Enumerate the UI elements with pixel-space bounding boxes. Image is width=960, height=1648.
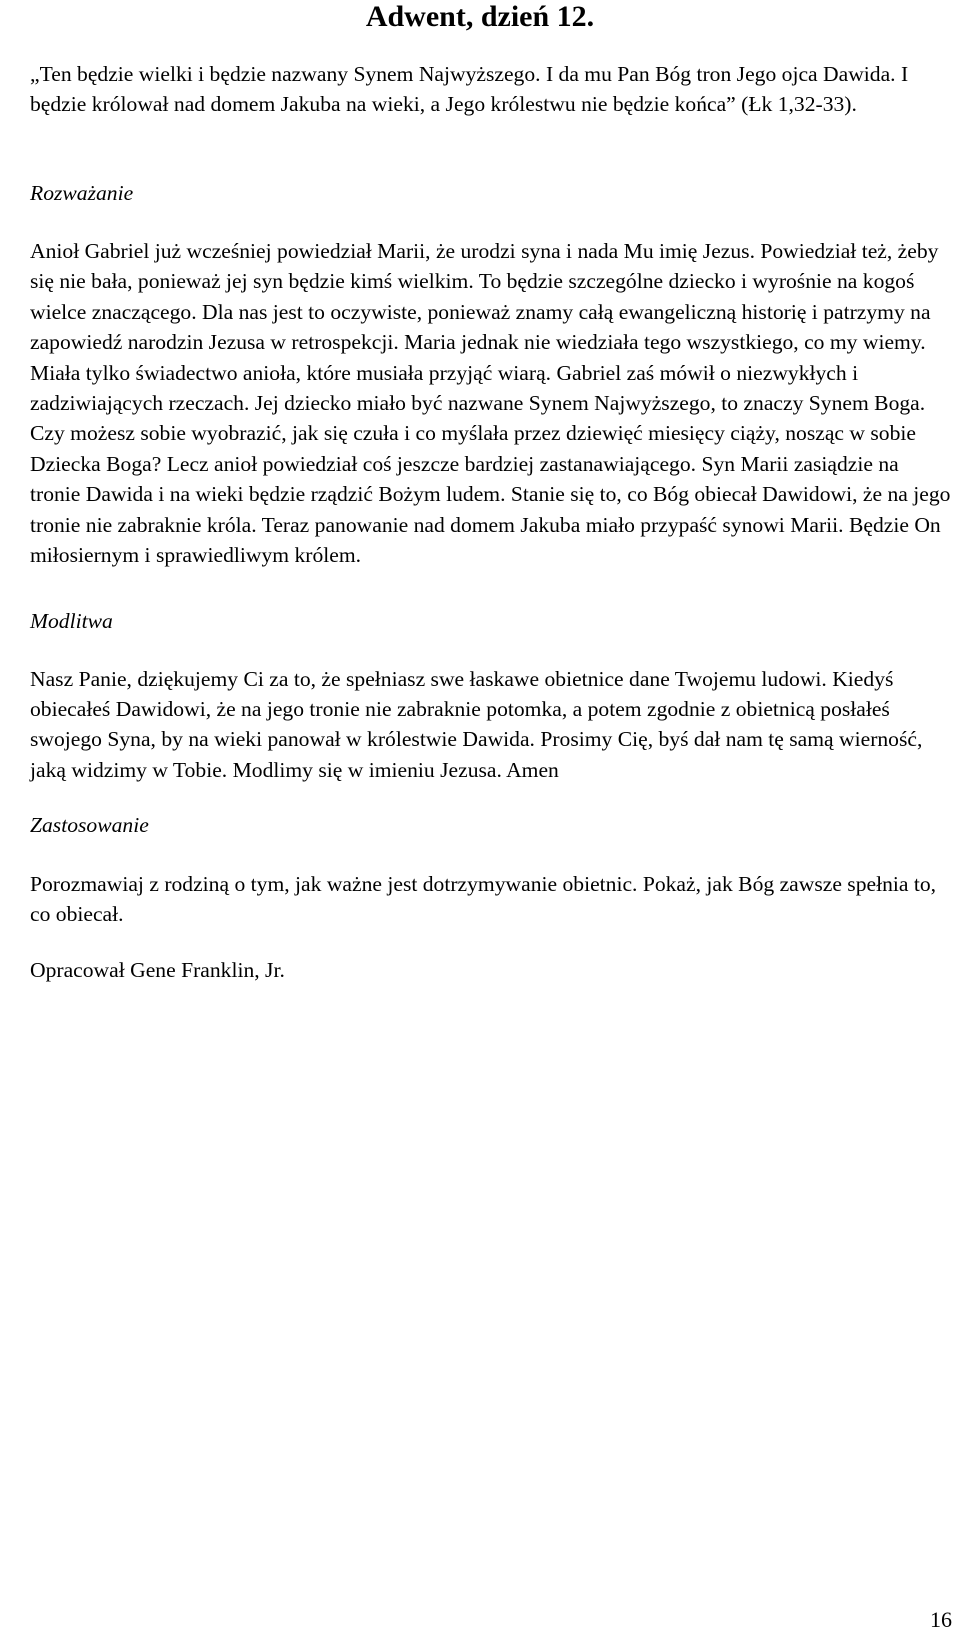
prayer-heading: Modlitwa [30, 609, 113, 633]
reflection-heading: Rozważanie [30, 181, 134, 205]
page-title: Adwent, dzień 12. [365, 0, 595, 33]
reflection-text: Anioł Gabriel już wcześniej powiedział Marii, że urodzi syna i nada Mu imię Jezus. Powiedział też, żeby się nie bała, ponieważ jej syn będzie kimś wielkim. To będzie szczególne dziecko i wyrośnie na kogoś wielce znaczącego. Dla nas jest to oczywiste, ponieważ znamy całą ewangeliczną historię i patrzymy na zapowiedź narodzin Jezusa w retrospekcji. Maria jednak nie wiedziała tego wszystkiego, co my wiemy. Miała tylko świadectwo anioła, które musiała przyjąć wiarą. Gabriel zaś mówił o niezwykłych i zadziwiających rzeczach. Jej dziecko miało być nazwane Synem Najwyższego, to znaczy Synem Boga. Czy możesz sobie wyobrazić, jak się czuła i co myślała przez dziewięć miesięcy ciąży, nosząc w sobie Dziecka Boga? Lecz anioł powiedział coś jeszcze bardziej zastanawiającego. Syn Marii zasiądzie na tronie Dawida i na wieki będzie rządzić Bożym ludem. Stanie się to, co Bóg obiecał Dawidowi, że na jego tronie nie zabraknie króla. Teraz panowanie nad domem Jakuba miało przypaść synowi Marii. Będzie On miłosiernym i sprawiedliwym królem. [30, 239, 951, 568]
application-text: Porozmawiaj z rodziną o tym, jak ważne jest dotrzymywanie obietnic. Pokaż, jak Bóg zawsze spełnia to, co obiecał. [30, 872, 937, 927]
scripture-quote: „Ten będzie wielki i będzie nazwany Synem Najwyższego. I da mu Pan Bóg tron Jego ojca Dawida. I będzie królował nad domem Jakuba na wieki, a Jego królestwu nie będzie końca” (Łk 1,32-33). [30, 62, 909, 116]
prayer-text: Nasz Panie, dziękujemy Ci za to, że spełniasz swe łaskawe obietnice dane Twojemu ludowi. Kiedyś obiecałeś Dawidowi, że na jego tronie nie zabraknie potomka, a potem zgodnie z obietnicą posłałeś swojego Syna, by na wieki panował w królestwie Dawida. Prosimy Cię, byś dał nam tę samą wierność, jaką widzimy w Tobie. Modlimy się w imieniu Jezusa. Amen [30, 667, 923, 782]
author-credit: Opracował Gene Franklin, Jr. [30, 958, 285, 982]
application-heading: Zastosowanie [30, 813, 149, 837]
page-number: 16 [930, 1607, 952, 1632]
